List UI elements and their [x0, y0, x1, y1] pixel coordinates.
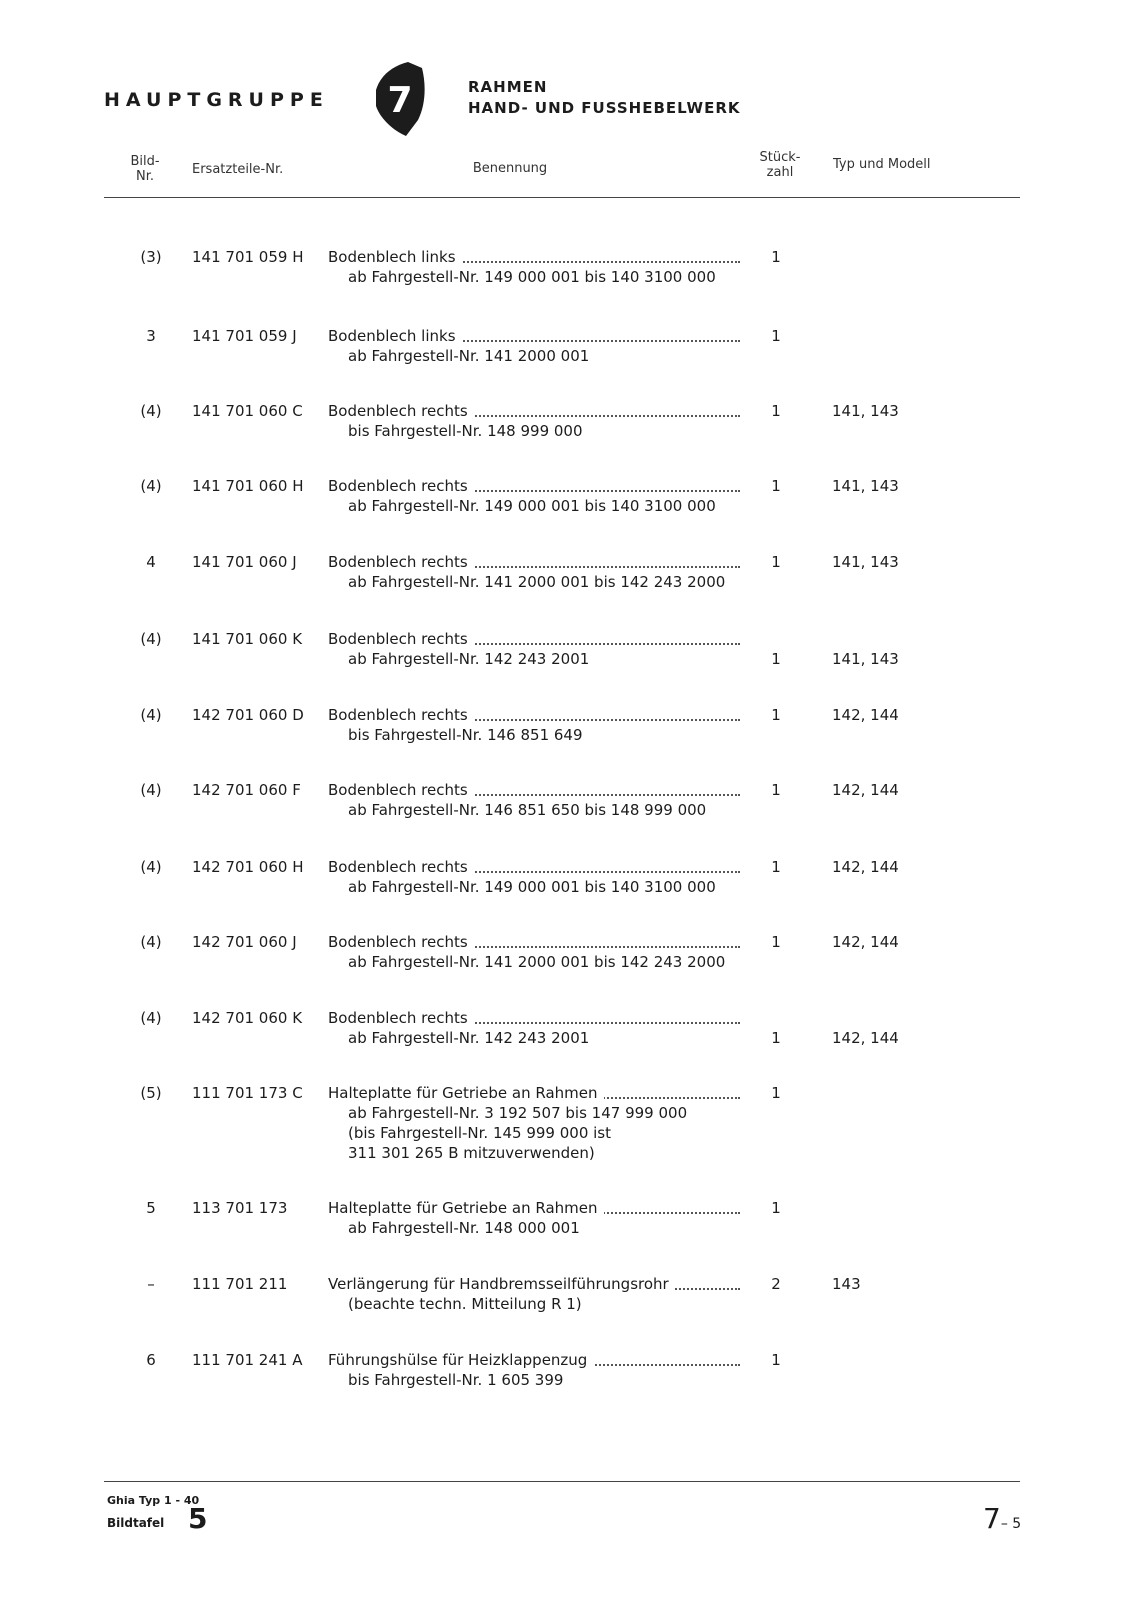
description-title-text: Bodenblech rechts [328, 402, 474, 420]
part-number: 141 701 059 J [192, 327, 297, 345]
description-title [328, 1350, 740, 1370]
description [328, 857, 740, 897]
type-model: 142, 144 [832, 1029, 899, 1047]
description [328, 401, 740, 441]
description-title [328, 476, 740, 496]
description-title [328, 629, 740, 649]
description-title [328, 1008, 740, 1028]
description-title [328, 552, 740, 572]
bild-number: (4) [140, 630, 162, 648]
page-number-suffix: – 5 [1000, 1516, 1022, 1532]
bild-number: 6 [146, 1351, 156, 1369]
footer-model: Ghia Typ 1 - 40 [107, 1494, 200, 1507]
quantity: 1 [771, 1029, 781, 1047]
part-number: 141 701 060 C [192, 402, 303, 420]
part-number: 141 701 060 H [192, 477, 304, 495]
description-title [328, 1198, 740, 1218]
bild-number: (4) [140, 781, 162, 799]
quantity: 1 [771, 650, 781, 668]
column-header-bild-line2: Nr. [135, 169, 154, 184]
group-number-badge [370, 60, 428, 138]
description-title [328, 780, 740, 800]
bild-number: – [147, 1275, 155, 1293]
description [328, 1083, 740, 1163]
type-model: 142, 144 [832, 781, 899, 799]
quantity: 1 [771, 248, 781, 266]
type-model: 142, 144 [832, 933, 899, 951]
part-number: 113 701 173 [192, 1199, 288, 1217]
bild-number: 5 [146, 1199, 156, 1217]
footer-divider [104, 1481, 1020, 1482]
group-number: 7 [387, 80, 413, 121]
footer-bildtafel-label: Bildtafel [107, 1516, 165, 1530]
part-number: 142 701 060 J [192, 933, 297, 951]
description-title-text: Bodenblech links [328, 327, 462, 345]
description-detail: ab Fahrgestell-Nr. 3 192 507 bis 147 999 000 [348, 1104, 688, 1122]
bild-number: (4) [140, 402, 162, 420]
description-title-text: Bodenblech rechts [328, 477, 474, 495]
header-divider [104, 197, 1020, 198]
column-header-typ: Typ und Modell [833, 157, 931, 172]
type-model: 142, 144 [832, 706, 899, 724]
column-header-stueck-line1: Stück- [759, 150, 801, 165]
description-title-text: Bodenblech rechts [328, 933, 474, 951]
description-detail: ab Fahrgestell-Nr. 149 000 001 bis 140 3100 000 [348, 268, 716, 286]
description-title [328, 326, 740, 346]
description [328, 1274, 740, 1314]
column-header-ersatzteile: Ersatzteile-Nr. [192, 162, 284, 177]
bild-number: (4) [140, 706, 162, 724]
bild-number: (4) [140, 858, 162, 876]
type-model: 143 [832, 1275, 861, 1293]
description [328, 629, 740, 669]
description [328, 326, 740, 366]
type-model: 141, 143 [832, 650, 899, 668]
page-number-main: 7 [983, 1502, 1001, 1535]
description-title-text: Verlängerung für Handbremsseilführungsrohr [328, 1275, 675, 1293]
description-detail: ab Fahrgestell-Nr. 149 000 001 bis 140 3100 000 [348, 497, 716, 515]
description-title-text: Bodenblech rechts [328, 781, 474, 799]
description-title [328, 247, 740, 267]
type-model: 142, 144 [832, 858, 899, 876]
bild-number: (4) [140, 933, 162, 951]
part-number: 141 701 060 K [192, 630, 303, 648]
page-header [0, 0, 1133, 200]
type-model: 141, 143 [832, 553, 899, 571]
part-number: 141 701 060 J [192, 553, 297, 571]
column-header-stueckzahl [752, 150, 808, 180]
bild-number: (4) [140, 477, 162, 495]
type-model: 141, 143 [832, 402, 899, 420]
quantity: 1 [771, 553, 781, 571]
description-title-text: Bodenblech rechts [328, 858, 474, 876]
group-badge-shape [370, 60, 428, 138]
description-title [328, 1274, 740, 1294]
description [328, 476, 740, 516]
description-detail: ab Fahrgestell-Nr. 141 2000 001 [348, 347, 590, 365]
footer-bildtafel-number: 5 [188, 1502, 208, 1535]
column-header-benennung: Benennung [472, 161, 548, 176]
description [328, 247, 740, 287]
description-detail: 311 301 265 B mitzuverwenden) [348, 1144, 595, 1162]
description [328, 1198, 740, 1238]
quantity: 1 [771, 327, 781, 345]
description [328, 932, 740, 972]
description-title [328, 857, 740, 877]
part-number: 142 701 060 F [192, 781, 301, 799]
description [328, 1008, 740, 1048]
part-number: 111 701 241 A [192, 1351, 303, 1369]
description-title-text: Halteplatte für Getriebe an Rahmen [328, 1199, 604, 1217]
description-title-text: Bodenblech links [328, 248, 462, 266]
part-number: 141 701 059 H [192, 248, 304, 266]
description-detail: ab Fahrgestell-Nr. 149 000 001 bis 140 3100 000 [348, 878, 716, 896]
quantity: 1 [771, 402, 781, 420]
quantity: 1 [771, 781, 781, 799]
part-number: 142 701 060 H [192, 858, 304, 876]
quantity: 1 [771, 706, 781, 724]
description-title-text: Bodenblech rechts [328, 1009, 474, 1027]
description-title-text: Bodenblech rechts [328, 630, 474, 648]
group-title-line2: HAND- UND FUSSHEBELWERK [468, 99, 741, 117]
description-title [328, 705, 740, 725]
description-title [328, 1083, 740, 1103]
description [328, 780, 740, 820]
description-detail: ab Fahrgestell-Nr. 142 243 2001 [348, 650, 590, 668]
bild-number: 3 [146, 327, 156, 345]
description-detail: ab Fahrgestell-Nr. 141 2000 001 bis 142 243 2000 [348, 573, 726, 591]
bild-number: (4) [140, 1009, 162, 1027]
quantity: 1 [771, 1084, 781, 1102]
bild-number: (5) [140, 1084, 162, 1102]
description-title-text: Halteplatte für Getriebe an Rahmen [328, 1084, 604, 1102]
description-detail: bis Fahrgestell-Nr. 148 999 000 [348, 422, 583, 440]
description-detail: bis Fahrgestell-Nr. 146 851 649 [348, 726, 583, 744]
type-model: 141, 143 [832, 477, 899, 495]
quantity: 2 [771, 1275, 781, 1293]
description-detail: ab Fahrgestell-Nr. 141 2000 001 bis 142 243 2000 [348, 953, 726, 971]
description-detail: (beachte techn. Mitteilung R 1) [348, 1295, 582, 1313]
part-number: 142 701 060 D [192, 706, 304, 724]
quantity: 1 [771, 933, 781, 951]
description [328, 705, 740, 745]
group-title-line1: RAHMEN [468, 78, 548, 96]
description-detail: ab Fahrgestell-Nr. 146 851 650 bis 148 999 000 [348, 801, 707, 819]
part-number: 111 701 173 C [192, 1084, 303, 1102]
description-title [328, 932, 740, 952]
bild-number: (3) [140, 248, 162, 266]
description-title-text: Bodenblech rechts [328, 553, 474, 571]
quantity: 1 [771, 1199, 781, 1217]
description-title [328, 401, 740, 421]
quantity: 1 [771, 858, 781, 876]
description-detail: bis Fahrgestell-Nr. 1 605 399 [348, 1371, 564, 1389]
column-header-stueck-line2: zahl [766, 165, 794, 180]
description [328, 1350, 740, 1390]
quantity: 1 [771, 1351, 781, 1369]
part-number: 142 701 060 K [192, 1009, 303, 1027]
description [328, 552, 740, 592]
bild-number: 4 [146, 553, 156, 571]
description-detail: (bis Fahrgestell-Nr. 145 999 000 ist [348, 1124, 612, 1142]
description-title-text: Bodenblech rechts [328, 706, 474, 724]
description-detail: ab Fahrgestell-Nr. 142 243 2001 [348, 1029, 590, 1047]
column-header-bild [123, 154, 167, 184]
column-header-bild-line1: Bild- [130, 154, 160, 169]
page-number [983, 1502, 1021, 1535]
description-detail: ab Fahrgestell-Nr. 148 000 001 [348, 1219, 580, 1237]
description-title-text: Führungshülse für Heizklappenzug [328, 1351, 593, 1369]
main-group-title: HAUPTGRUPPE [104, 89, 329, 111]
group-title [468, 77, 741, 119]
quantity: 1 [771, 477, 781, 495]
part-number: 111 701 211 [192, 1275, 288, 1293]
